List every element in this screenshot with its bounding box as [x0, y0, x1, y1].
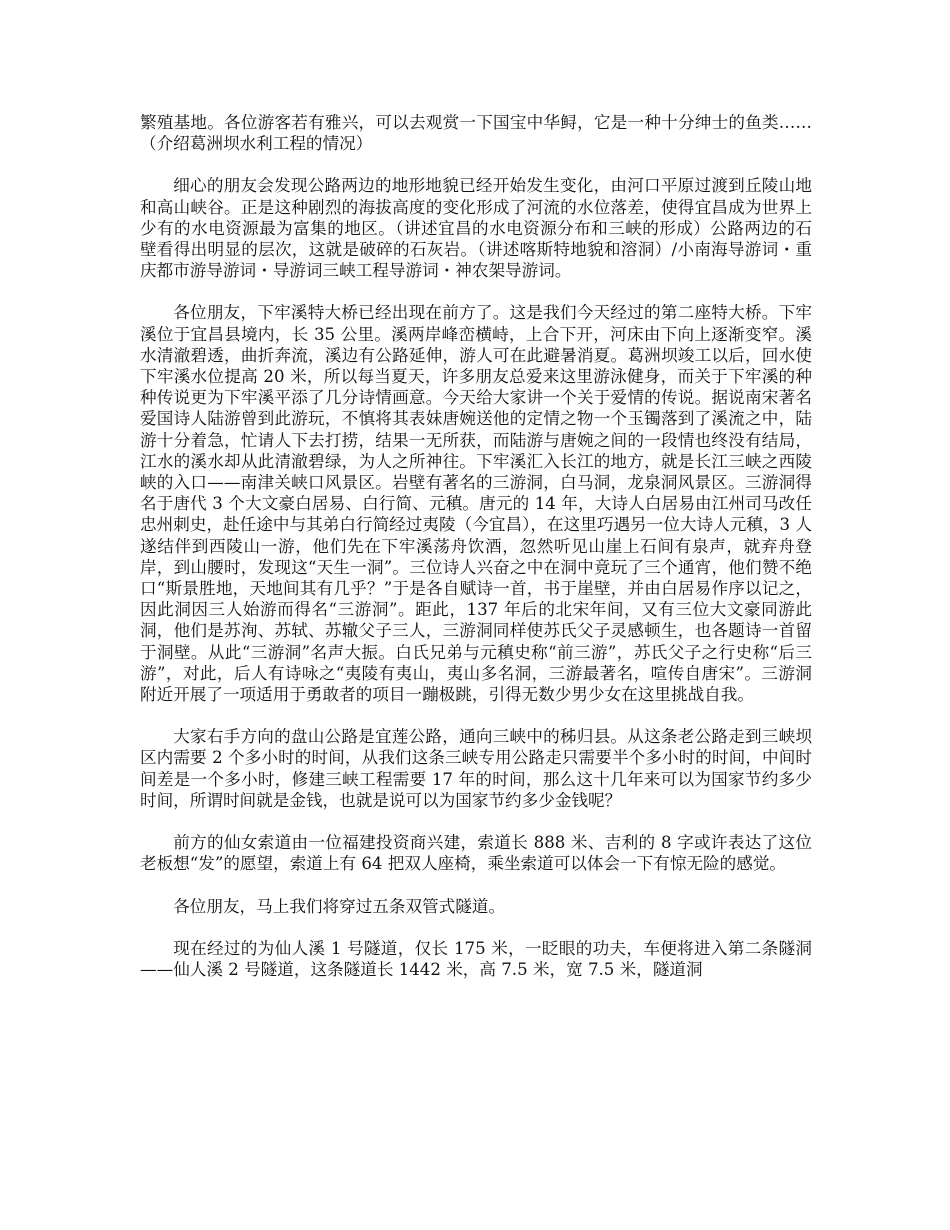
paragraph-2: 细心的朋友会发现公路两边的地形地貌已经开始发生变化，由河口平原过渡到丘陵山地和高山峡谷。正是这种剧烈的海拔高度的变化形成了河流的水位落差，使得宜昌成为世界上少有的水电资源最为富集的地区。（讲述宜昌的水电资源分布和三峡的形成）公路两边的石壁看得出明显的层次，这就是破碎的石灰岩。（讲述喀斯特地貌和溶洞）/小南海导游词・重庆都市游导游词・导游词三峡工程导游词・神农架导游词。	[140, 176, 812, 281]
paragraph-7: 现在经过的为仙人溪 1 号隧道，仅长 175 米，一眨眼的功夫，车便将进入第二条隧洞——仙人溪 2 号隧道，这条隧道长 1442 米，高 7.5 米，宽 7.5 米，隧道洞	[140, 938, 812, 979]
paragraph-1: 繁殖基地。各位游客若有雅兴，可以去观赏一下国宝中华鲟，它是一种十分绅士的鱼类……（介绍葛洲坝水利工程的情况）	[140, 113, 812, 154]
paragraph-6: 各位朋友，马上我们将穿过五条双管式隧道。	[173, 896, 506, 916]
paragraph-5: 前方的仙女索道由一位福建投资商兴建，索道长 888 米、吉利的 8 字或许表达了这位老板想“发”的愿望，索道上有 64 把双人座椅，乘坐索道可以体会一下有惊无险的感觉。	[140, 833, 812, 874]
paragraph-3: 各位朋友，下牢溪特大桥已经出现在前方了。这是我们今天经过的第二座特大桥。下牢溪位于宜昌县境内，长 35 公里。溪两岸峰峦横峙，上合下开，河床由下向上逐渐变窄。溪水清澈碧透，曲折奔流，溪边有公路延伸，游人可在此避暑消夏。葛洲坝竣工以后，回水使下牢溪水位提高 20 米，所以每当夏天，许多朋友总爱来这里游泳健身，而关于下牢溪的种种传说更为下牢溪平添了几分诗情画意。今天给大家讲一个关于爱情的传说。据说南宋著名爱国诗人陆游曾到此游玩，不慎将其表妹唐婉送他的定情之物一个玉镯落到了溪流之中，陆游十分着急，忙请人下去打捞，结果一无所获，而陆游与唐婉之间的一段情也终没有结局，江水的溪水却从此清澈碧绿，为人之所神往。下牢溪汇入长江的地方，就是长江三峡之西陵峡的入口——南津关峡口风景区。岩壁有著名的三游洞，白马洞，龙泉洞风景区。三游洞得名于唐代 3 个大文豪白居易、白行简、元稹。唐元的 14 年，大诗人白居易由江州司马改任忠州刺史，赴任途中与其弟白行简经过夷陵（今宜昌），在这里巧遇另一位大诗人元稹，3 人遂结伴到西陵山一游，他们先在下牢溪荡舟饮酒，忽然听见山崖上石间有泉声，就弃舟登岸，到山腰时，发现这“天生一洞”。三位诗人兴奋之中在洞中竟玩了三个通宵，他们赞不绝口“斯景胜地，天地间其有几乎？”于是各自赋诗一首，书于崖壁，并由白居易作序以记之，因此洞因三人始游而得名“三游洞”。距此，137 年后的北宋年间，又有三位大文豪同游此洞，他们是苏洵、苏轼、苏辙父子三人，三游洞同样使苏氏父子灵感顿生，也各题诗一首留于洞壁。从此“三游洞”名声大振。白氏兄弟与元稹史称“前三游”，苏氏父子之行史称“后三游”，对此，后人有诗咏之“夷陵有夷山，夷山多名洞，三游最著名，喧传自唐宋”。三游洞附近开展了一项适用于勇敢者的项目一蹦极跳，引得无数少男少女在这里挑战自我。	[140, 303, 812, 705]
paragraph-4: 大家右手方向的盘山公路是宜莲公路，通向三峡中的秭归县。从这条老公路走到三峡坝区内需要 2 个多小时的时间，从我们这条三峡专用公路走只需要半个多小时的时间，中间时间差是一个多小时，修建三峡工程需要 17 年的时间，那么这十几年来可以为国家节约多少时间，所谓时间就是金钱，也就是说可以为国家节约多少金钱呢？	[140, 727, 812, 810]
document-page	[140, 112, 812, 1001]
